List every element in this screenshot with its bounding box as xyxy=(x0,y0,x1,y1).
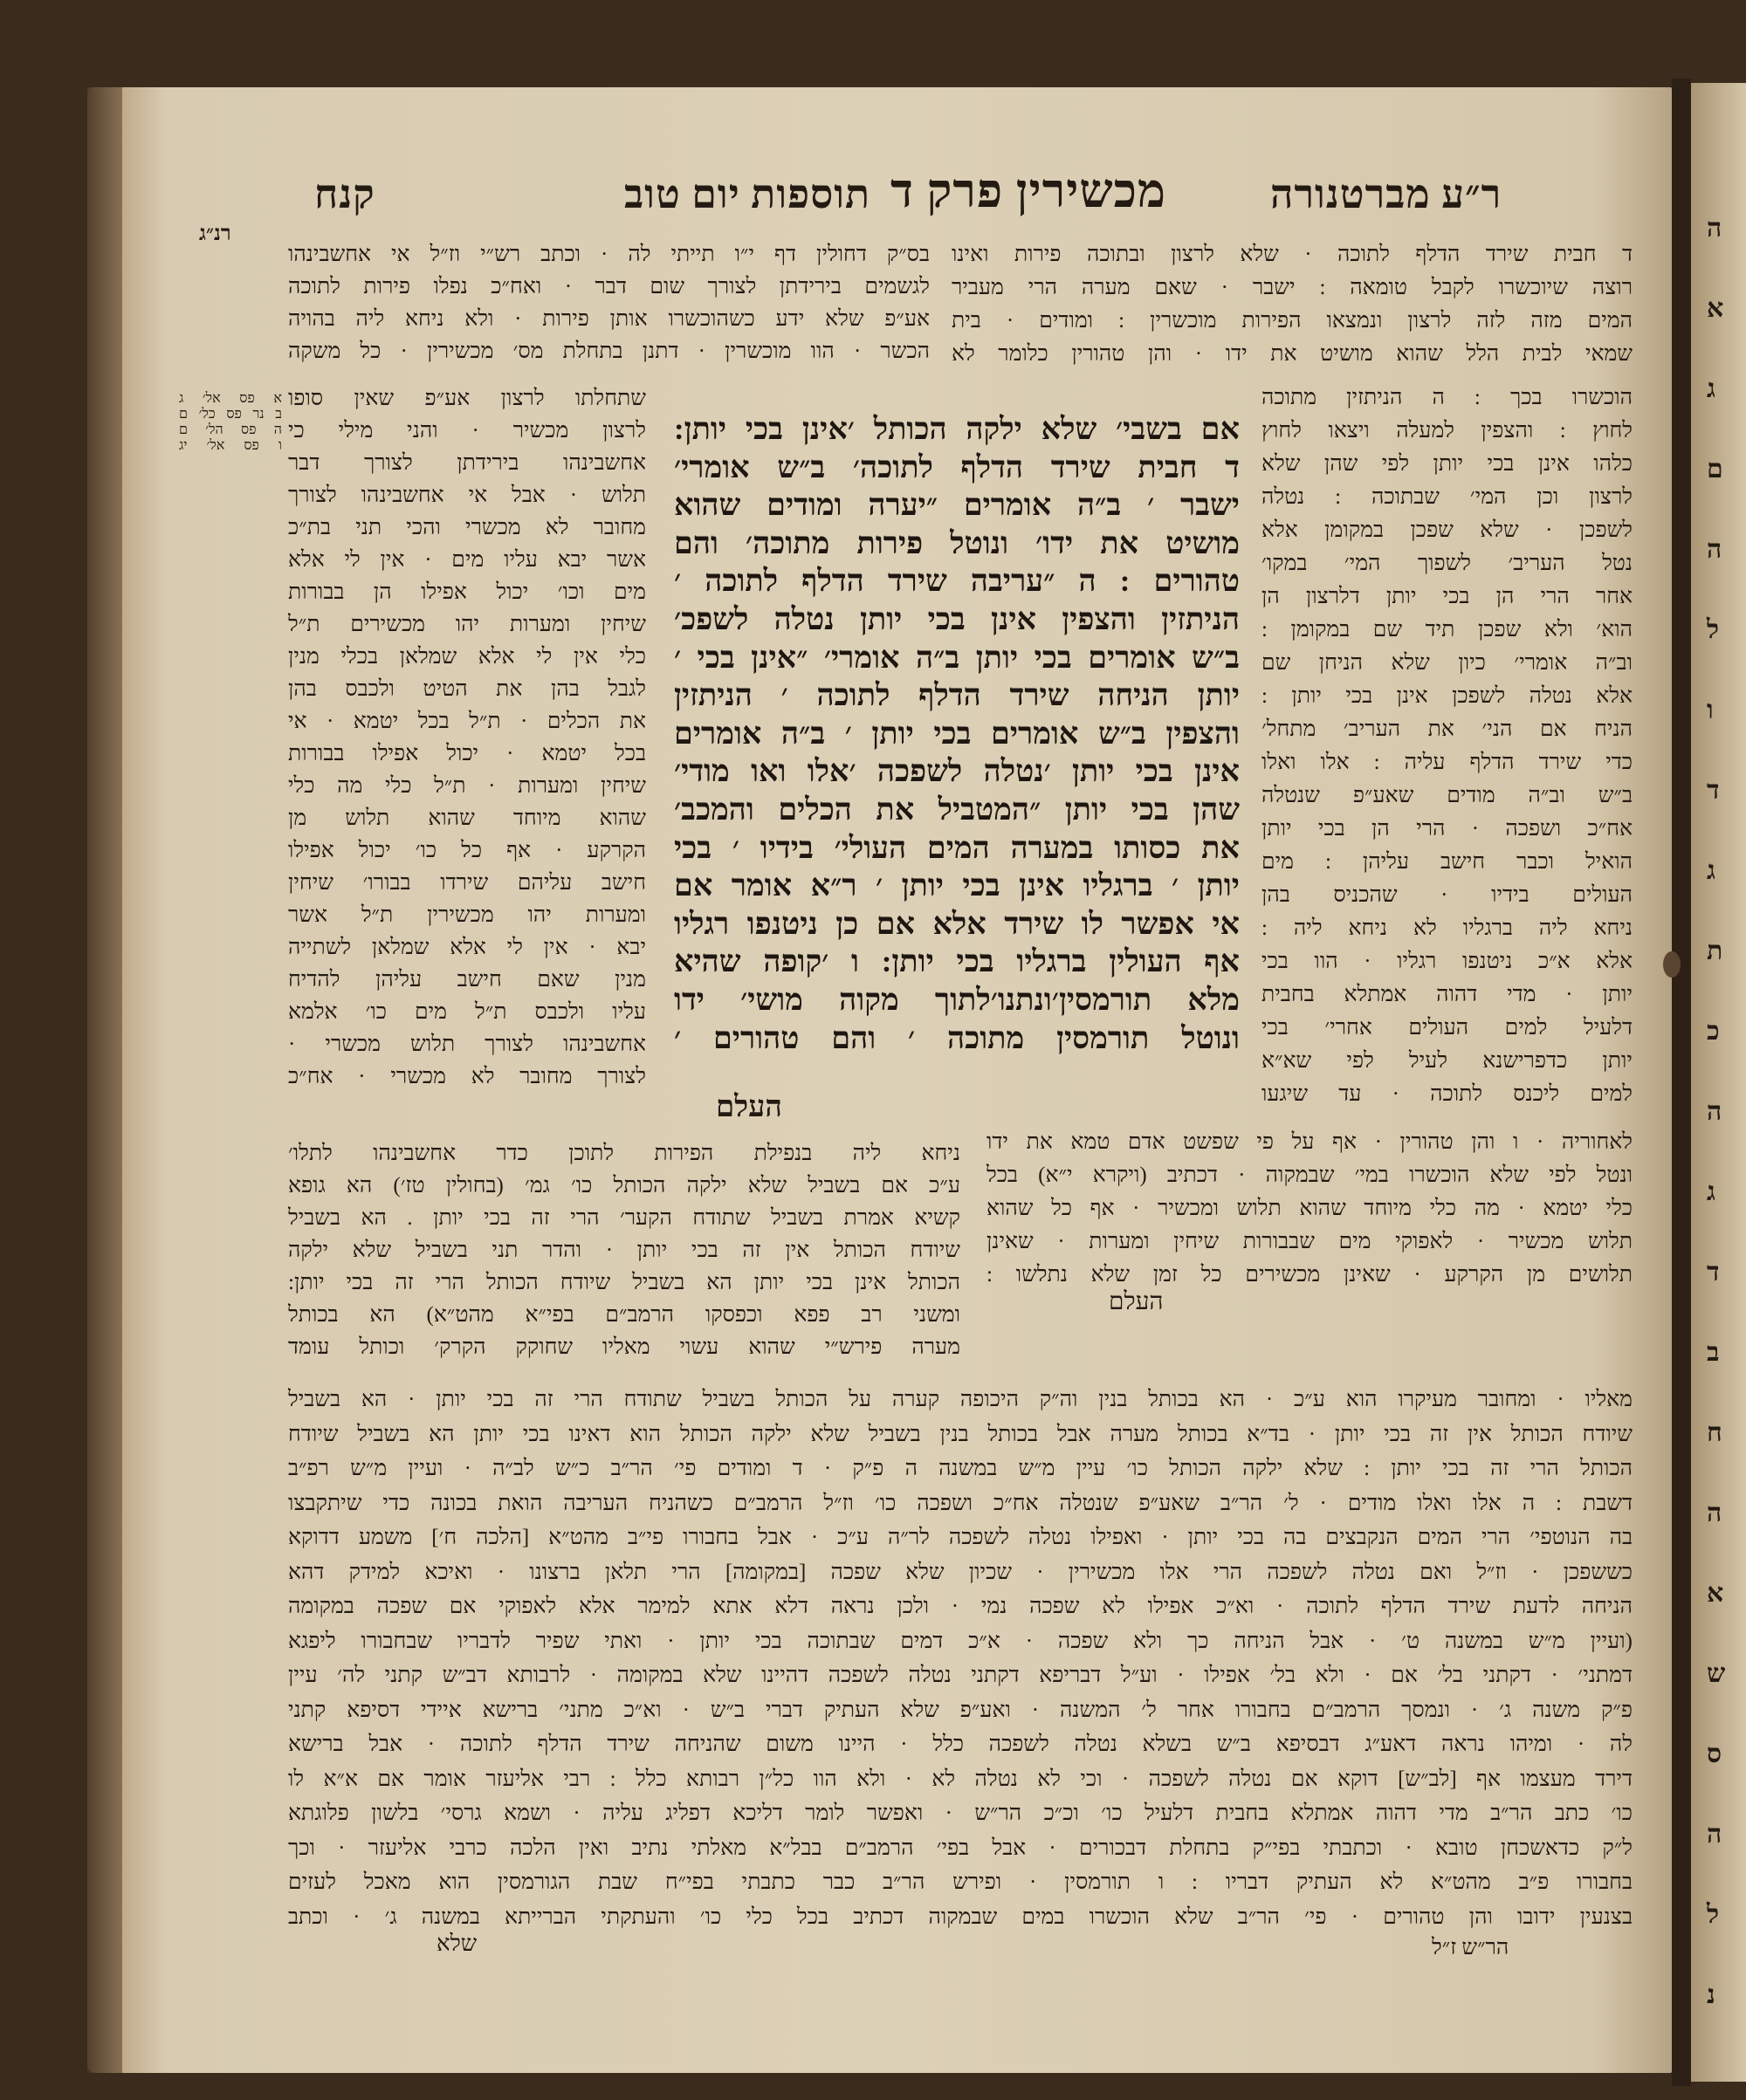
text-line: יותן ׳ ברגליו אינן בכי יותן ׳ ר״א אומר אם xyxy=(674,868,1240,903)
adjacent-page-letter: ס xyxy=(1707,1740,1722,1768)
text-line: הניתזין והצפין אינן בכי יותן נטלה לשפכ׳ xyxy=(674,601,1240,636)
text-line: בחבורו פ״ב מהט״א לא העתיק דבריו : ו תורמסין · ופירש הר״ב כבר כתבתי בפי״ח שבת הגורמסין הוא מאכל לעזים xyxy=(288,1870,1633,1894)
tosafot-middle-block xyxy=(288,1137,960,1363)
text-line: אשר יבא עליו מים · אין לי אלא xyxy=(288,548,646,572)
text-line: (ועיין מ״ש במשנה ט׳ · אבל הניחה כך ולא שפכה · א״כ דמים שבתוכה בכי יותן · ואתי שפיר לדבריו שבחבורו ליפגא xyxy=(288,1629,1633,1653)
adjacent-page-letter: ה xyxy=(1707,1499,1722,1527)
header-tractate-chapter: מכשירין פרק ד xyxy=(890,165,1167,217)
text-line: לאחוריה · ו והן טהורין · אף על פי שפשט אדם טמא את ידו xyxy=(986,1130,1633,1154)
text-line: יותן כדפרישנא לעיל לפי שא״א xyxy=(1261,1049,1633,1073)
text-line: לרצון וכן המי׳ שבתוכה : נטלה xyxy=(1261,485,1633,509)
text-line: עליו ולכבס ת״ל מים כו׳ אלמא xyxy=(288,1000,646,1024)
mishnah-text xyxy=(674,410,1240,1057)
adjacent-page-letter: ם xyxy=(1707,455,1723,484)
text-line: בכל יטמא · יכול אפילו בבורות xyxy=(288,742,646,765)
text-line: כלי יטמא · מה כלי מיוחד שהוא תלוש ומכשיר · אף כל שהוא xyxy=(986,1197,1633,1220)
adjacent-page-letter: ל xyxy=(1707,615,1720,644)
adjacent-page-letter: ח xyxy=(1707,1418,1722,1447)
text-line: כדי שירד הדלף עליה : אלו ואלו xyxy=(1261,751,1633,774)
text-line: נטל העריב׳ לשפוך המי׳ במקו׳ xyxy=(1261,552,1633,575)
tosafot-top-block xyxy=(288,238,930,367)
text-line: אף העולין ברגליו בכי יותן: ו ׳קופה שהיא xyxy=(674,944,1240,979)
header-commentary-tosafot: תוספות יום טוב xyxy=(624,172,871,216)
adjacent-page-letter: ב xyxy=(1707,1338,1720,1367)
text-line: לצורך מחובר לא מכשרי · אח״כ xyxy=(288,1065,646,1088)
text-line: ניחא ליה בנפילת הפירות לתוכן כדר אחשבינהו לתלו׳ xyxy=(288,1142,960,1165)
text-line: ונוטל תורמסין מתוכה ׳ והם טהורים ׳ xyxy=(674,1020,1240,1055)
text-line: לגבל בהן את הטיט ולכבס בהן xyxy=(288,677,646,701)
adjacent-page-letter: ה xyxy=(1707,535,1722,564)
text-line: דלעיל למים העולים אחרי׳ בכי xyxy=(1261,1016,1633,1040)
adjacent-page-letter: ה xyxy=(1707,1820,1722,1849)
adjacent-page-letter: ד xyxy=(1707,776,1720,805)
margin-references xyxy=(179,391,282,454)
tosafot-column xyxy=(288,382,646,1093)
text-line: הוכשרו בכך : ה הניתזין מתוכה xyxy=(1261,386,1633,409)
text-line: והצפין ב״ש אומרים בכי יותן ׳ ב״ה אומרים xyxy=(674,716,1240,751)
text-line: מושיט את ידו׳ ונוטל פירות מתוכה׳ והם xyxy=(674,525,1240,560)
text-line: תלוש · אבל אי אחשבינהו לצורך xyxy=(288,484,646,507)
text-line: הוא׳ ולא שפכן תיד שם במקומן : xyxy=(1261,618,1633,642)
text-line: ניחא ליה ברגליו לא ניחא ליה : xyxy=(1261,916,1633,940)
text-line: מערה פירש״י שהוא עשוי מאליו שחוקק הקרק׳ וכותל עומד xyxy=(288,1335,960,1359)
adjacent-page-strip xyxy=(1691,83,1746,2082)
text-line: אם בשבי׳ שלא ילקה הכותל ׳אינן בכי יותן: xyxy=(674,412,1240,446)
text-line: המים מזה לזה לרצון ונמצאו הפירות מוכשרין : ומודים · בית xyxy=(952,309,1633,333)
adjacent-page-letter: א xyxy=(1707,1579,1724,1608)
text-line: מנין שאם חישב עליהן להדיח xyxy=(288,968,646,992)
text-line: אלא נטלה לשפכן אינן בכי יותן : xyxy=(1261,684,1633,708)
text-line: ב״ש וב״ה מודים שאע״פ שנטלה xyxy=(1261,784,1633,807)
text-line: ה פס הל׳ ם xyxy=(179,422,282,437)
text-line: דשבת : ה אלו ואלו מודים · ל׳ הר״ב שאע״פ שנטלה אח״כ ושפכה כו׳ וז״ל הרמב״ם כשהניח העריבה הואת בכונה כדי שיתקבצו xyxy=(288,1491,1633,1515)
adjacent-page-letter: א xyxy=(1707,294,1724,323)
binding-edge xyxy=(87,87,122,2073)
text-line: שתחלתו לרצון אע״פ שאין סופו xyxy=(288,387,646,410)
text-line: הניח אם הני׳ את העריב׳ מתחל׳ xyxy=(1261,717,1633,741)
text-line: מחובר לא מכשרי והכי תני בת״כ xyxy=(288,516,646,539)
text-line: כו׳ כתב הר״ב מדי דהוה אמתלא בחבית דלעיל כו׳ וכ״כ הר״ש · ואפשר לומר דליכא דפליג עליה · ושמא גרסי׳ בלשון פלוגתא xyxy=(288,1801,1633,1825)
text-line: לה · ומיהו נראה דאע״ג דבסיפא ב״ש בשלא נטלה לשפכה כלל · היינו משום שהניחה שירד הדלף לתוכה · אבל ברישא xyxy=(288,1733,1633,1756)
text-line: בס״ק דחולין דף י״ו תייתי לה · וכתב רש״י וז״ל אי אחשבינהו xyxy=(288,243,930,266)
text-line: פ״ק משנה ג׳ · ונמסך הרמב״ם בחבורו אחר ל׳ המשנה · ואע״פ שלא העתיק דברי ב״ש · וא״כ מתני׳ ברישא איידי דסיפא קתני xyxy=(288,1698,1633,1722)
adjacent-page-letter: כ xyxy=(1707,1017,1720,1046)
text-line: אחשבינהו בירידתן לצורך דבר xyxy=(288,451,646,475)
text-line: הכותל אינן בכי יותן הא בשביל שיודח הכותל הרי זה בכי יותן: xyxy=(288,1271,960,1294)
text-line: שהן בכי יותן ״המטביל את הכלים והמכב׳ xyxy=(674,792,1240,827)
adjacent-page-letter: ת xyxy=(1707,937,1723,965)
text-line: ו פס אל׳ יג xyxy=(179,438,282,453)
text-line: ב נר פס כל׳ ם xyxy=(179,407,282,422)
text-line: ל״ק כדאשכחן טובא · וכתבתי בפי״ק בתחלת דבכורים · אבל בפי׳ הרמב״ם בבל״א מאלתי נתיב ואין הלכה כרבי אליעזר · וכך xyxy=(288,1836,1633,1860)
text-line: שיודח הכותל אין זה בכי יותן · בד״א בכותל מערה אבל בכותל בנין בשביל שלא ילקה הכותל הוא דאינו בכי יותן הא בשביל שיודח xyxy=(288,1422,1633,1446)
text-line: הכשר · הוו מוכשרין · דתנן בתחלת מס׳ מכשירין · כל משקה xyxy=(288,340,930,363)
bartenura-column xyxy=(1261,381,1633,1111)
text-line: מלא תורמסין׳ונתנו׳לתוך מקוה מושי׳ ידו xyxy=(674,982,1240,1017)
text-line: מאליו · ומחובר מעיקרו הוא ע״כ · הא בכותל בנין וה״ק היכופה קערה על הכותל בשביל שתודח הרי זה בכי יותן · הא בשביל xyxy=(288,1388,1633,1411)
adjacent-page-letter: ד xyxy=(1707,1258,1720,1287)
text-line: בה הנוטפי׳ הרי המים הנקבצים בה בכי יותן · ואפילו נטלה לשפכה לר״ה ע״כ · אבל בחבורו פי״ב מהט״א [הלכה ח׳] משמע דדוקא xyxy=(288,1526,1633,1549)
adjacent-page-letter: נ xyxy=(1707,1980,1715,2009)
text-line: קשיא אמרת בשביל שתודח הקער׳ הרי זה בכי יותן . הא בשביל xyxy=(288,1206,960,1230)
bartenura-top-block xyxy=(952,238,1633,371)
text-line: אח״כ ושפכה · הרי הן בכי יותן xyxy=(1261,817,1633,841)
text-line: ב״ש אומרים בכי יותן ב״ה אומרי׳ ״אינן בכי ׳ xyxy=(674,640,1240,675)
text-line: שמאי לבית הלל שהוא מושיט את ידו · והן טהורין כלומר לא xyxy=(952,342,1633,366)
mishnah-catchword: העלם xyxy=(716,1091,782,1123)
text-line: אלא א״כ ניטנפו רגליו · הוו בכי xyxy=(1261,950,1633,973)
text-line: אי אפשר לו שירד אלא אם כן ניטנפו רגליו xyxy=(674,906,1240,941)
text-line: כלי אין לי אלא שמלאן בכלי מנין xyxy=(288,645,646,669)
adjacent-page-letter: ה xyxy=(1707,214,1722,243)
text-line: הואיל וכבר חישב עליהן : מים xyxy=(1261,850,1633,874)
text-line: לשפכן · שלא שפכן במקומן אלא xyxy=(1261,518,1633,542)
text-line: לחוץ : והצפין למעלה ויצאו לחוץ xyxy=(1261,419,1633,443)
tosafot-bottom-block xyxy=(288,1383,1633,1934)
text-line: אחר הרי הן בכי יותן דלרצון הן xyxy=(1261,585,1633,608)
text-line: ישבר ׳ ב״ה אומרים ״יערה ומודים שהוא xyxy=(674,488,1240,523)
adjacent-page-letter: ו xyxy=(1707,696,1714,724)
adjacent-page-letter: ה xyxy=(1707,1097,1722,1126)
tosafot-last-line: הר״ש ז״ל xyxy=(1432,1936,1509,1959)
text-line: כששפכן · וז״ל ואם נטלה לשפכה הרי אלו מכשירין · שכיון שלא שפכה [במקומה] הרי תלאן ברצונו · ואיכא למידק דהא xyxy=(288,1560,1633,1584)
text-line: שיחין ומערות · ת״ל כלי מה כלי xyxy=(288,774,646,798)
adjacent-page-letter: ג xyxy=(1707,856,1715,885)
text-line: יותן · מדי דהוה אמתלא בחבית xyxy=(1261,983,1633,1006)
bartenura-catchword: העלם xyxy=(1109,1288,1164,1315)
text-line: שיחין ומערות יהו מכשירים ת״ל xyxy=(288,613,646,636)
text-line: תלוש מכשיר · לאפוקי מים שבבורות שיחין ומערות · שאינן xyxy=(986,1230,1633,1253)
bartenura-bottom-block xyxy=(986,1126,1633,1292)
text-line: ונטל לפי שלא הוכשרו במי׳ שבמקוה · דכתיב (ויקרא י״א) בכל xyxy=(986,1163,1633,1187)
text-line: כלהו אינן בכי יותן לפי שהן שלא xyxy=(1261,452,1633,476)
text-line: הניחה לדעת שירד הדלף לתוכה · וא״כ אפילו לא שפכה נמי · ולכן נראה דלא אתא למימר אלא לאפוקי אם שפכה במקומה xyxy=(288,1595,1633,1618)
text-line: לגשמים בירידתן לצורך שום דבר · ואח״כ נפלו פירות לתוכה xyxy=(288,275,930,299)
text-line: למים ליכנס לתוכה · עד שיגעו xyxy=(1261,1082,1633,1106)
page-gutter xyxy=(1672,79,1691,2086)
text-line: את כסותו במערה המים העולי׳ בידיו ׳ בכי xyxy=(674,830,1240,865)
text-line: טהורים : ה ״עריבה שירד הדלף לתוכה ׳ xyxy=(674,564,1240,599)
binding-tear xyxy=(1663,951,1681,978)
adjacent-page-letter: ג xyxy=(1707,374,1715,403)
text-line: ד חבית שירד הדלף לתוכה׳ ב״ש אומרי׳ xyxy=(674,450,1240,484)
text-line: אע״פ שלא ידע כשהוכשרו אותן פירות · ולא ניחא ליה בהויה xyxy=(288,307,930,331)
text-line: שיודח הכותל אין זה בכי יותן · והדר תני בשביל שלא ילקה xyxy=(288,1239,960,1262)
text-line: ע״כ אם בשביל שלא ילקה הכותל כו׳ גמ׳ (בחולין טז׳) הא גופא xyxy=(288,1174,960,1198)
text-line: אינן בכי יותן ׳נטלה לשפכה ׳אלו ואו מודי׳ xyxy=(674,754,1240,789)
text-line: אחשבינהו לצורך תלוש מכשרי · xyxy=(288,1033,646,1056)
text-line: את הכלים · ת״ל בכל יטמא · אי xyxy=(288,710,646,733)
text-line: תלושים מן הקרקע · שאינן מכשירים כל זמן שלא נתלשו : xyxy=(986,1263,1633,1287)
text-line: העולים בידיו · שהכניס בהן xyxy=(1261,883,1633,907)
text-line: וב״ה אומרי׳ כיון שלא הניחן שם xyxy=(1261,651,1633,675)
text-line: בצנעין ידובו והן טהורים · פי׳ הר״ב שלא הוכשרו במים שבמקוה דכתיב בכל כלי כו׳ והעתקתי הברייתא במשנה ג׳ · וכתב xyxy=(288,1904,1633,1929)
text-line: יבא · אין לי אלא שמלאן לשתייה xyxy=(288,936,646,959)
text-line: א פס אל׳ ג xyxy=(179,391,282,406)
text-line: שהוא מיוחד שהוא תלוש מן xyxy=(288,806,646,830)
text-line: יותן הניחה שירד הדלף לתוכה ׳ הניתזין xyxy=(674,678,1240,713)
text-line: מים וכו׳ יכול אפילו הן בבורות xyxy=(288,580,646,604)
text-line: הקרקע · אף כל כו׳ יכול אפילו xyxy=(288,839,646,862)
text-line: חישב עליהם שירדו בבורו׳ שיחין xyxy=(288,871,646,895)
text-line: הכותל הרי זה בכי יותן : שלא ילקה הכותל כו׳ עיין מ״ש במשנה ה פ״ק · ד ומודים פי׳ הר״ב כ״ש לב״ה · ועיין מ״ש רפ״ב xyxy=(288,1457,1633,1480)
text-line: ומשני רב פפא וכפסקו הרמב״ם בפי״א מהט״א) הא בכותל xyxy=(288,1303,960,1327)
adjacent-page-letter: ש xyxy=(1707,1659,1726,1688)
text-line: דירד מעצמו אף [לב״ש] דוקא אם נטלה לשפכה · וכי לא נטלה לא · ולא הוו כל״ן רבותא כלל : רבי אליעזר אומר אם א״א לו xyxy=(288,1767,1633,1791)
adjacent-page-letter: ג xyxy=(1707,1177,1715,1206)
text-line: ד חבית שירד הדלף לתוכה · שלא לרצון ובתוכה פירות ואינו xyxy=(952,243,1633,266)
adjacent-page-letter: ל xyxy=(1707,1900,1720,1929)
signature-mark: רנ״ג xyxy=(199,223,231,245)
header-commentary-bartenura: ר״ע מברטנורה xyxy=(1270,172,1502,216)
text-line: לרצון מכשיר · והני מילי כי xyxy=(288,419,646,443)
folio-number: קנח xyxy=(314,172,375,216)
text-line: ומערות יהו מכשירין ת״ל אשר xyxy=(288,903,646,927)
text-line: דמתני׳ · דקתני בל׳ אם · ולא בל׳ אפילו · וע״ל דבריפא דקתני נטלה לשפכה דהיינו שלא במקומה · לרבותא דב״ש קתני לה׳ עיין xyxy=(288,1664,1633,1687)
text-line: רוצה שיוכשרו לקבל טומאה : ישבר · שאם מערה הרי מעביר xyxy=(952,276,1633,299)
tosafot-catchword: שלא xyxy=(436,1931,478,1956)
